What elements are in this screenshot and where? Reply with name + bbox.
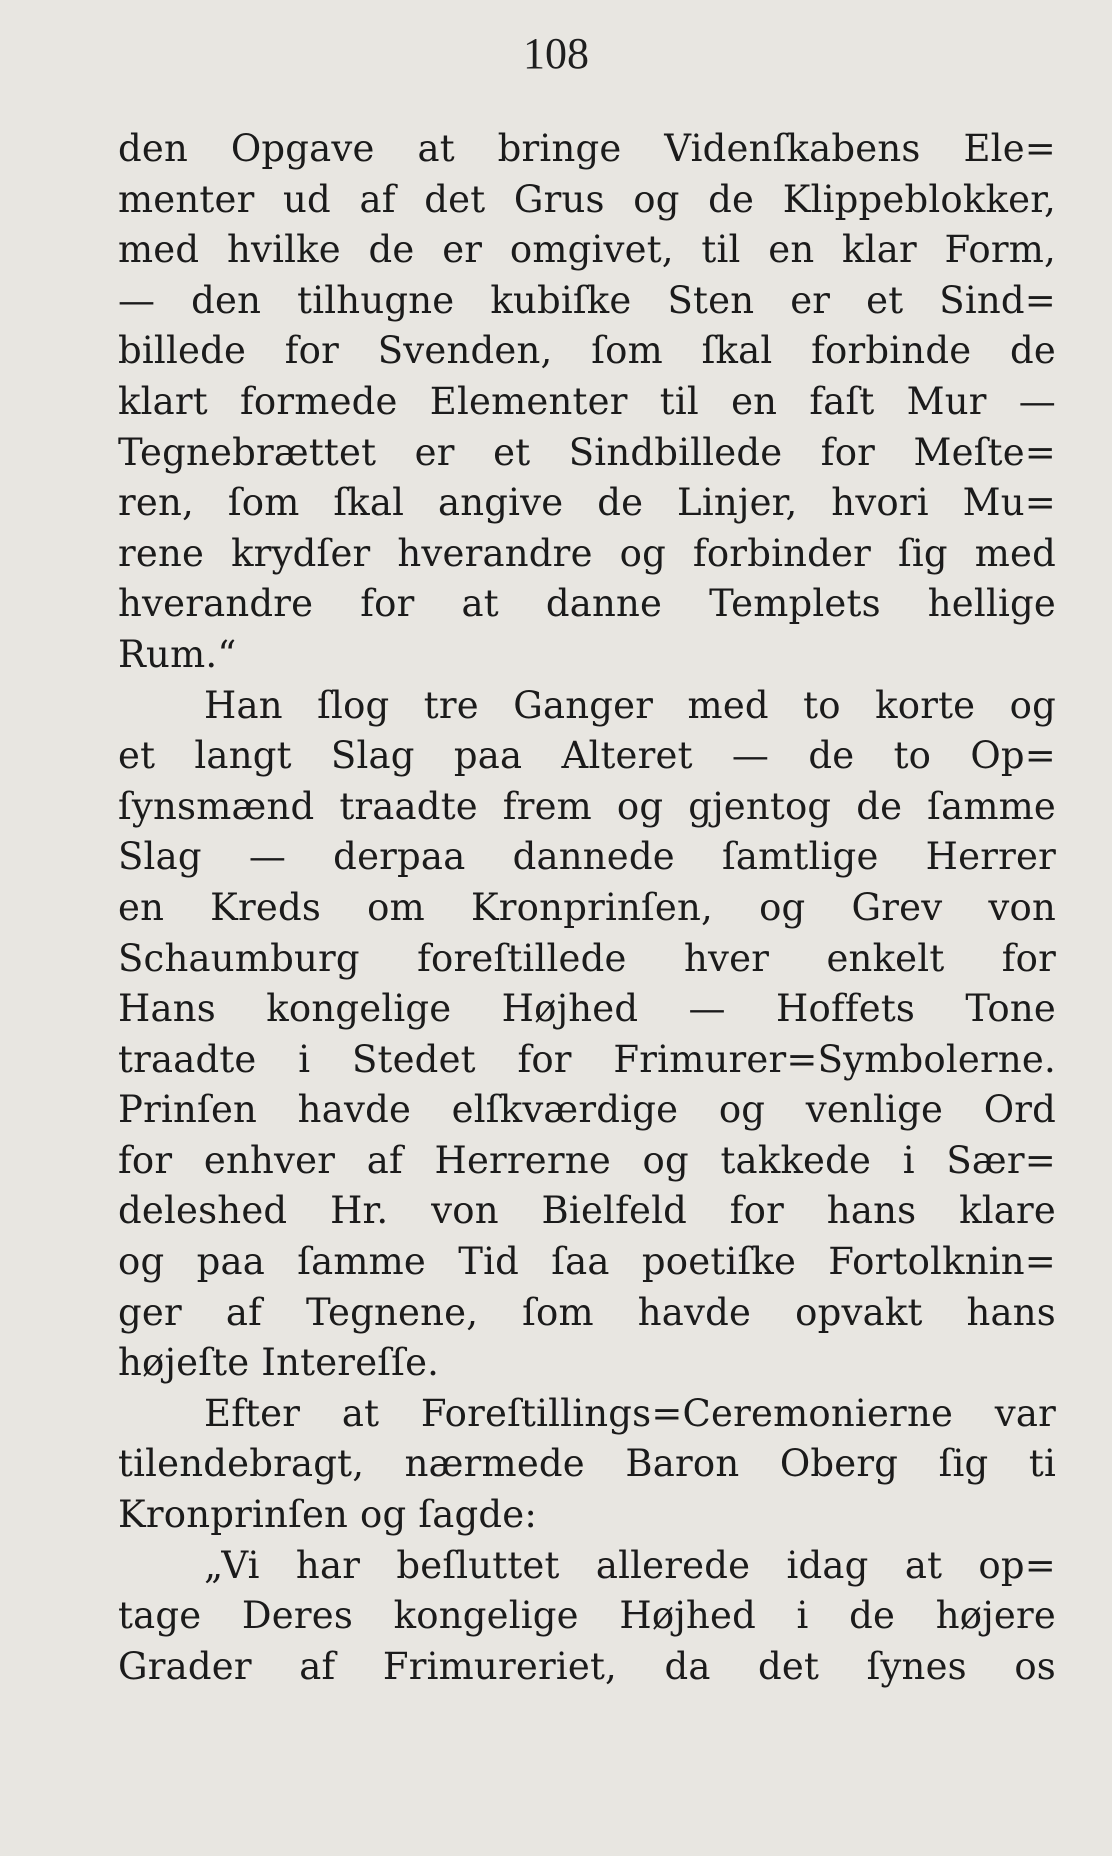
text-line: ſynsmænd traadte frem og gjentog de ſamme: [118, 784, 1056, 828]
body-text: [118, 124, 1056, 1692]
text-line: og paa ſamme Tid ſaa poetiſke Fortolknin=: [118, 1240, 1056, 1284]
text-line: Han ſlog tre Ganger med to korte og: [204, 683, 1056, 727]
text-line: for enhver af Herrerne og takkede i Sær=: [118, 1138, 1056, 1182]
text-line: Efter at Foreſtillings=Ceremonierne var: [204, 1391, 1056, 1435]
text-line: klart formede Elementer til en faſt Mur —: [118, 379, 1056, 423]
text-line: en Kreds om Kronprinſen, og Grev von: [118, 885, 1056, 929]
text-line: Grader af Frimureriet, da det ſynes os: [118, 1644, 1056, 1688]
text-line: Rum.“: [118, 632, 237, 676]
text-line: et langt Slag paa Alteret — de to Op=: [118, 734, 1056, 778]
text-line: tilendebragt, nærmede Baron Oberg ſig ti: [118, 1442, 1056, 1486]
text-line: menter ud af det Grus og de Klippeblokker,: [118, 177, 1056, 221]
text-line: med hvilke de er omgivet, til en klar Form,: [118, 228, 1056, 272]
text-line: Hans kongelige Højhed — Hoffets Tone: [118, 987, 1056, 1031]
text-line: Slag — derpaa dannede ſamtlige Herrer: [118, 835, 1056, 879]
text-line: hverandre for at danne Templets hellige: [118, 582, 1056, 626]
text-line: ren, ſom ſkal angive de Linjer, hvori Mu=: [118, 481, 1056, 525]
page-number: 108: [523, 29, 589, 78]
text-line: traadte i Stedet for Frimurer=Symbolerne.: [118, 1037, 1056, 1081]
text-line: Tegnebrættet er et Sindbillede for Meſte=: [118, 430, 1056, 474]
text-line: højeſte Intereſſe.: [118, 1341, 440, 1385]
text-line: Prinſen havde elſkværdige og venlige Ord: [118, 1088, 1056, 1132]
text-line: rene krydſer hverandre og forbinder ſig med: [118, 531, 1056, 575]
text-line: den Opgave at bringe Videnſkabens Ele=: [118, 127, 1056, 170]
text-line: deleshed Hr. von Bielfeld for hans klare: [118, 1189, 1056, 1233]
text-line: ger af Tegnene, ſom havde opvakt hans: [118, 1290, 1056, 1334]
text-line: tage Deres kongelige Højhed i de højere: [118, 1594, 1056, 1638]
text-line: billede for Svenden, ſom ſkal forbinde de: [118, 329, 1056, 373]
text-line: — den tilhugne kubiſke Sten er et Sind=: [118, 278, 1056, 322]
text-line: „Vi har beſluttet allerede idag at op=: [204, 1543, 1056, 1587]
text-line: Kronprinſen og ſagde:: [118, 1493, 538, 1537]
text-line: Schaumburg foreſtillede hver enkelt for: [118, 936, 1056, 980]
